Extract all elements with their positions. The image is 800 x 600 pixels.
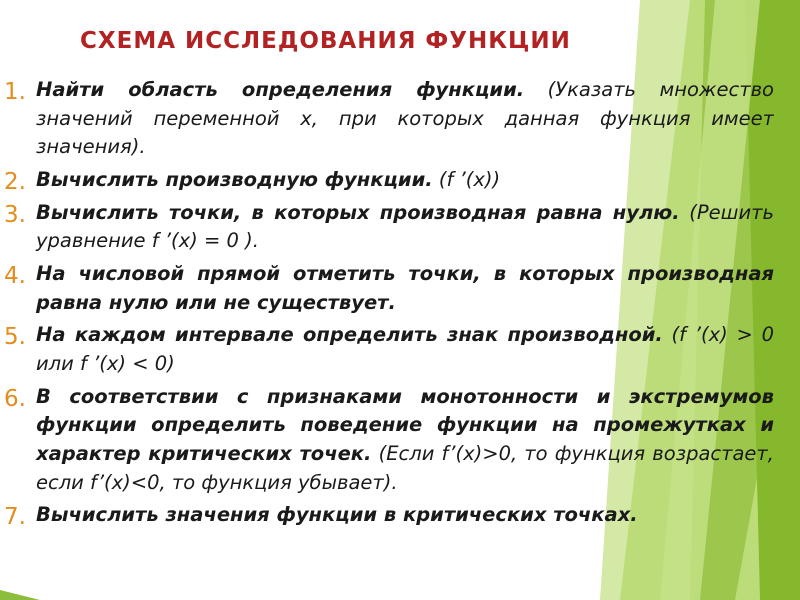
item-note: (f ’(x) > 0 или f ’(x) < 0) [36,323,774,375]
item-main-text: В соответствии с признаками монотонности и экстремумов функции определить поведение функции на промежутках и характер критических точек. [36,384,774,465]
item-note: (Если f’(x)>0, то функция возрастает, если f’(x)<0, то функция убывает). [36,441,774,494]
item-note: (f ’(x)) [432,167,501,191]
list-item [4,260,774,317]
list-item [4,321,774,378]
list-item [4,501,774,530]
item-number: 1. [4,79,26,105]
item-main-text: Вычислить значения функции в критических точках. [36,503,638,527]
item-main-text: На каждом интервале определить знак производной. [36,323,663,347]
item-note: (Указать множество значений переменной x, при которых данная функция имеет значения). [36,78,774,159]
item-number: 5. [4,324,26,351]
item-main-text: Вычислить точки, в которых производная равна нулю. [36,200,680,224]
item-main-text: Вычислить производную функции. [36,167,433,191]
content-area [4,76,774,600]
item-main-text: Найти область определения функции. [36,78,525,101]
item-number: 4. [4,262,26,289]
item-number: 7. [4,504,26,531]
list-item [4,166,774,195]
list-item [4,76,774,162]
page-title: СХЕМА ИССЛЕДОВАНИЯ ФУНКЦИИ [80,28,571,54]
list-item [4,383,774,498]
list-item [4,199,774,256]
item-number: 2. [4,168,26,195]
item-number: 6. [4,385,26,412]
item-note: (Решить уравнение f ’(x) = 0 ). [36,200,774,253]
steps-list [4,76,774,530]
item-number: 3. [4,201,26,228]
item-main-text: На числовой прямой отметить точки, в которых производная равна нулю или не существует. [36,261,774,314]
